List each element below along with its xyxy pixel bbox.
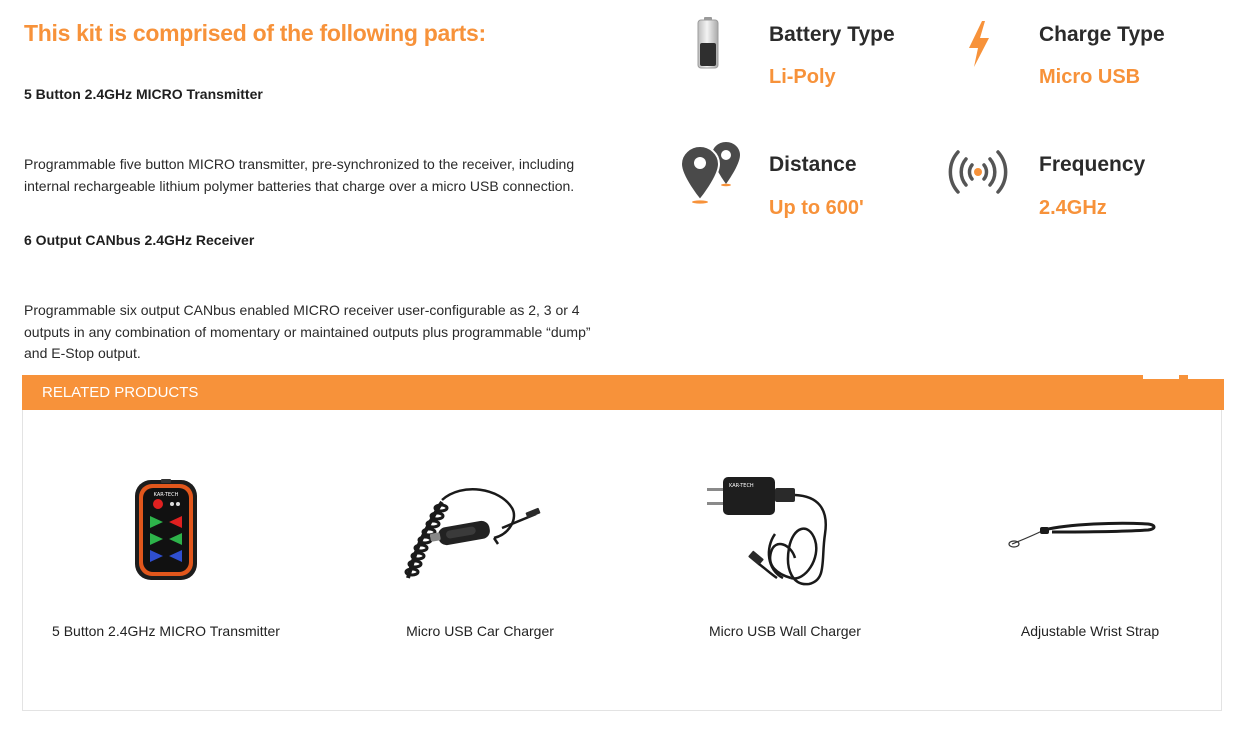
transmitter-image[interactable] <box>134 478 198 587</box>
car-charger-image[interactable] <box>402 484 544 589</box>
carousel-next-button[interactable] <box>1188 371 1224 379</box>
part-description-transmitter: Programmable five button MICRO transmitter, pre-synchronized to the receiver, including internal rechargeable lithium polymer batteries that charge over a micro USB connection. <box>24 156 575 194</box>
spec-value: Micro USB <box>1039 66 1141 88</box>
product-card-transmitter[interactable] <box>24 440 308 640</box>
wireless-signal-icon <box>945 146 1011 203</box>
related-products-title: RELATED PRODUCTS <box>42 384 199 401</box>
spec-label: Distance <box>769 153 857 176</box>
brand-label: KAR-TECH <box>729 483 754 489</box>
spec-label: Battery Type <box>769 23 895 46</box>
part-name-transmitter: 5 Button 2.4GHz MICRO Transmitter <box>24 86 263 102</box>
related-products-header <box>22 375 1224 410</box>
part-description-receiver: Programmable six output CANbus enabled MICRO receiver user-configurable as 2, 3 or 4 outputs in any combination of momentary or maintained outputs plus programmable “dump” and E-Stop output. <box>24 302 591 361</box>
product-card-wall-charger[interactable] <box>645 440 925 640</box>
lightning-icon <box>966 20 992 73</box>
carousel-prev-button[interactable] <box>1143 371 1179 379</box>
wall-charger-image[interactable] <box>705 474 851 599</box>
battery-icon <box>697 16 719 75</box>
product-name[interactable]: Micro USB Car Charger <box>406 623 554 639</box>
spec-value: 2.4GHz <box>1039 197 1107 219</box>
kit-title: This kit is comprised of the following parts: <box>24 20 486 46</box>
product-card-wrist-strap[interactable] <box>950 440 1230 640</box>
product-name[interactable]: Micro USB Wall Charger <box>709 623 861 639</box>
spec-label: Charge Type <box>1039 23 1165 46</box>
product-name[interactable]: 5 Button 2.4GHz MICRO Transmitter <box>52 623 280 639</box>
spec-value: Li-Poly <box>769 66 836 88</box>
product-card-car-charger[interactable] <box>340 440 620 640</box>
spec-label: Frequency <box>1039 153 1146 176</box>
wrist-strap-image[interactable] <box>1008 514 1158 555</box>
part-name-receiver: 6 Output CANbus 2.4GHz Receiver <box>24 232 255 248</box>
map-pins-icon <box>678 140 744 211</box>
product-name[interactable]: Adjustable Wrist Strap <box>1020 623 1160 639</box>
spec-value: Up to 600' <box>769 197 864 219</box>
brand-label: KAR-TECH <box>153 492 179 498</box>
